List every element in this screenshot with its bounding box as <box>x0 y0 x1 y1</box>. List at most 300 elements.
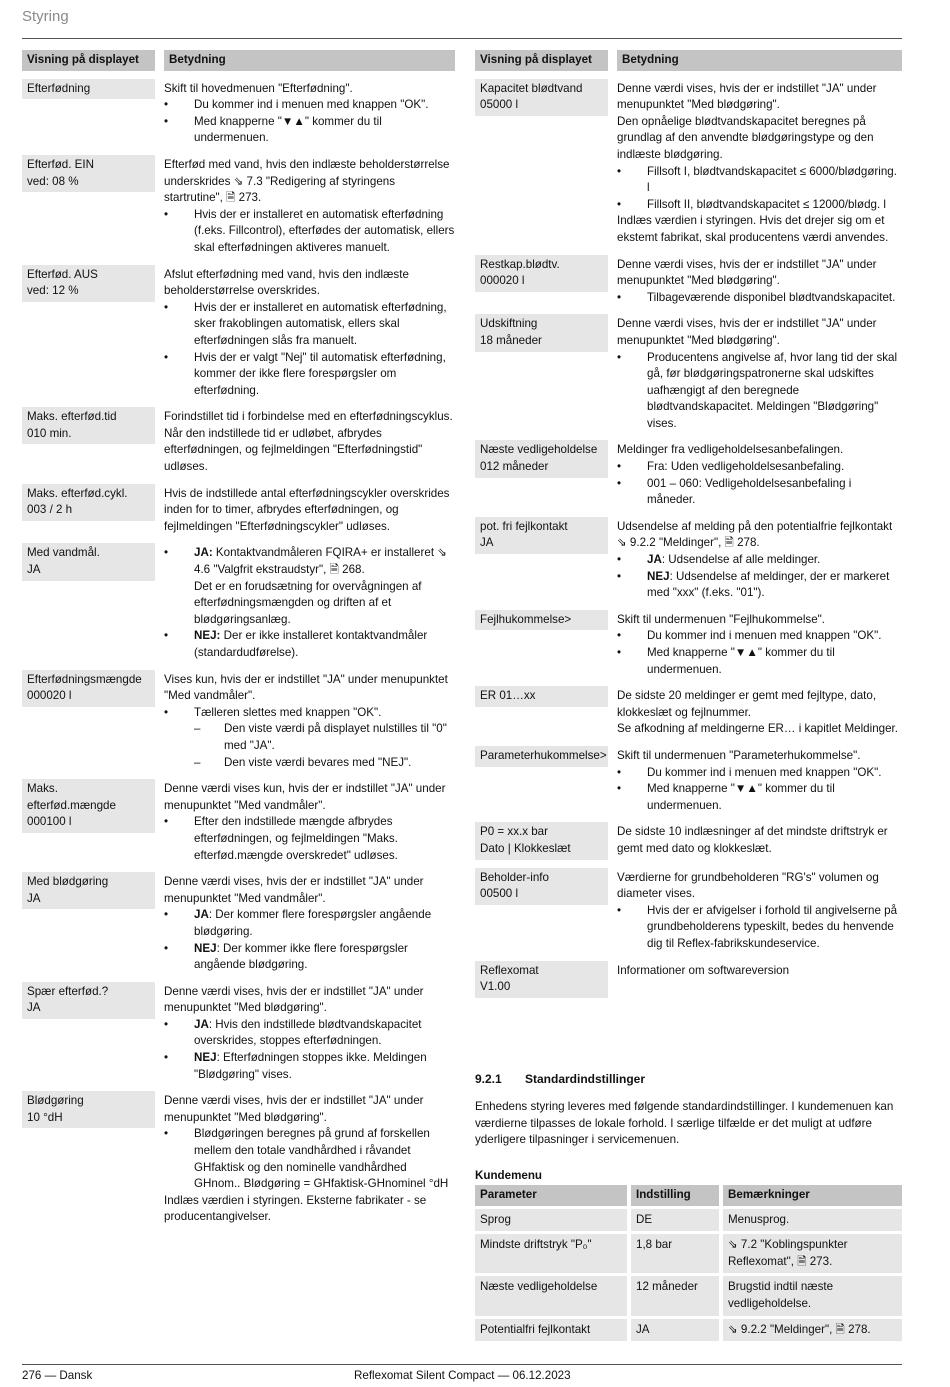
kundemenu-title: Kundemenu <box>475 1169 542 1182</box>
item-text: Fillsoft II, blødtvandskapacitet ≤ 12000/blødg. l <box>647 197 887 211</box>
bullet-item <box>617 290 902 307</box>
bullet-item <box>617 459 902 476</box>
meaning-text <box>617 440 902 508</box>
left-column <box>22 50 455 1234</box>
bullet-item <box>164 941 455 974</box>
bullet-marker: • <box>164 1127 169 1141</box>
bullet-marker: • <box>164 207 169 221</box>
bullet-marker: • <box>164 350 169 364</box>
table-row <box>475 610 902 686</box>
header-divider <box>22 38 902 39</box>
bullet-item <box>164 814 455 864</box>
item-text: : Efterfødningen stoppes ikke. Meldingen "Blødgøring" vises. <box>194 1051 427 1081</box>
bullet-item <box>164 97 455 114</box>
bold-term: NEJ <box>194 941 217 955</box>
display-line: JA <box>27 891 41 905</box>
meaning-text <box>164 670 455 772</box>
kundemenu-table <box>475 1185 902 1344</box>
meaning-cell <box>617 961 902 1006</box>
display-value <box>475 686 608 707</box>
table-row <box>22 265 455 408</box>
bold-term: JA <box>647 553 662 567</box>
bullet-marker: • <box>617 476 622 490</box>
paragraph: Forindstillet tid i forbindelse med en efterfødningscyklus. Når den indstillede tid er udløbet, afbrydes efterfødningen, og fejlmeldingen "Efterfødningstid" udløses. <box>164 410 453 474</box>
display-value <box>22 982 155 1019</box>
bullet-marker: • <box>164 1051 169 1065</box>
display-value <box>22 79 155 100</box>
meaning-text <box>617 868 902 953</box>
display-line: JA <box>27 563 41 577</box>
table-row <box>22 1091 455 1234</box>
bullet-marker: • <box>164 941 169 955</box>
meaning-cell <box>164 982 455 1092</box>
display-line: ved: 08 % <box>27 174 79 188</box>
table-row <box>475 255 902 315</box>
meaning-cell <box>617 822 902 867</box>
meaning-cell <box>164 407 455 483</box>
display-line: pot. fri fejlkontakt <box>480 519 568 533</box>
meaning-cell <box>617 746 902 822</box>
bullet-item <box>164 207 455 257</box>
display-cell <box>22 543 164 669</box>
display-value <box>475 961 608 998</box>
display-cell <box>22 265 164 408</box>
bullet-marker: • <box>617 164 622 178</box>
meaning-cell <box>617 314 902 440</box>
display-line: Blødgøring <box>27 1094 84 1108</box>
display-line: 000100 l <box>27 815 72 829</box>
bold-term: JA <box>194 908 209 922</box>
display-cell <box>475 822 617 867</box>
paragraph: Udsendelse af melding på den potentialfrie fejlkontakt ⇘ 9.2.2 "Meldinger", 🗎 278. <box>617 519 893 550</box>
dash-marker: – <box>194 722 201 736</box>
kunde-header-bemaerkninger: Bemærkninger <box>723 1185 902 1209</box>
table-row <box>475 868 902 961</box>
display-line: Efterfød. AUS <box>27 267 98 281</box>
bullet-item <box>617 164 902 197</box>
item-text: Fra: Uden vedligeholdelsesanbefaling. <box>647 460 845 474</box>
meaning-text <box>164 155 455 257</box>
bullet-item <box>617 476 902 509</box>
display-cell <box>22 155 164 265</box>
bullet-marker: • <box>617 197 622 211</box>
item-text: : Der kommer ikke flere forespørgsler angående blødgøring. <box>194 941 408 972</box>
meaning-text <box>164 543 455 661</box>
column-header-display: Visning på displayet <box>22 50 164 79</box>
table-row <box>475 822 902 867</box>
display-value <box>22 155 155 192</box>
meaning-cell <box>164 543 455 669</box>
bullet-marker: • <box>617 553 622 567</box>
display-line: P0 = xx.x bar <box>480 825 548 839</box>
paragraph: Indlæs værdien i styringen. Hvis det drejer sig om et ekstemt fabrikat, skal producentens værdi anvendes. <box>617 214 889 244</box>
meaning-cell <box>617 440 902 516</box>
display-line: Spær efterfød.? <box>27 984 109 998</box>
paragraph: Denne værdi vises, hvis der er indstillet "JA" under menupunktet "Med blødgøring". <box>164 1094 424 1124</box>
table-row <box>475 440 902 516</box>
column-header-meaning: Betydning <box>164 50 455 79</box>
bullet-item <box>164 114 455 147</box>
kunde-header-parameter: Parameter <box>475 1185 631 1209</box>
meaning-text <box>617 746 902 814</box>
bullet-item <box>164 350 455 400</box>
display-line: JA <box>480 536 494 550</box>
item-text: Hvis der er afvigelser i forhold til angivelserne på grundbeholderens typeskilt, bedes du henvende dig til Reflex-fabrikskundeservice. <box>647 903 898 950</box>
meaning-cell <box>164 155 455 265</box>
kunde-cell: Sprog <box>475 1209 631 1235</box>
meaning-cell <box>617 686 902 746</box>
display-line: ER 01…xx <box>480 689 536 703</box>
display-value <box>475 517 608 554</box>
meaning-text <box>164 982 455 1084</box>
paragraph: Skift til undermenuen "Fejlhukommelse". <box>617 612 825 626</box>
display-line: 00500 l <box>480 887 519 901</box>
bullet-marker: • <box>164 908 169 922</box>
bold-term: NEJ: <box>194 629 221 643</box>
section-number: 9.2.1 <box>475 1072 502 1086</box>
kunde-row <box>475 1234 902 1276</box>
bullet-marker: • <box>164 1017 169 1031</box>
display-line: Maks. efterfød.mængde <box>27 782 116 812</box>
display-line: Maks. efterfød.tid <box>27 410 117 424</box>
paragraph: Denne værdi vises, hvis der er indstillet "JA" under menupunktet "Med blødgøring". <box>617 257 877 288</box>
item-text: 001 – 060: Vedligeholdelsesanbefaling i måneder. <box>647 476 852 507</box>
display-cell <box>475 961 617 1006</box>
table-row <box>22 982 455 1092</box>
meaning-text <box>617 79 902 247</box>
display-value <box>22 484 155 521</box>
item-text: Producentens angivelse af, hvor lang tid der skal gå, før blødgøringspatronerne skal udskiftes uafhængigt af den beregnede blødtvandskapacitet. Meldingen "Blødgøring" vises. <box>647 350 898 430</box>
meaning-text <box>617 314 902 432</box>
bullet-item <box>164 300 455 350</box>
item-text: Fillsoft I, blødtvandskapacitet ≤ 6000/blødgøring. l <box>647 164 897 195</box>
column-header-meaning: Betydning <box>617 50 902 79</box>
document-title: Reflexomat Silent Compact — 06.12.2023 <box>354 1369 571 1382</box>
display-line: 000020 l <box>480 274 525 288</box>
paragraph: Denne værdi vises, hvis der er indstillet "JA" under menupunktet "Med blødgøring". <box>617 81 877 112</box>
display-line: 05000 l <box>480 98 519 112</box>
display-cell <box>22 779 164 872</box>
display-line: Restkap.blødtv. <box>480 257 560 271</box>
display-value <box>475 822 608 859</box>
dash-marker: – <box>194 755 201 769</box>
display-line: Efterfødningsmængde <box>27 672 142 686</box>
bullet-item <box>617 765 902 782</box>
display-value <box>475 255 608 292</box>
display-cell <box>475 686 617 746</box>
kunde-row <box>475 1319 902 1345</box>
meaning-cell <box>617 79 902 255</box>
display-line: ved: 12 % <box>27 284 79 298</box>
bullet-item <box>164 1050 455 1083</box>
kunde-cell: Menusprog. <box>723 1209 902 1235</box>
bullet-marker: • <box>617 569 622 583</box>
display-line: Næste vedligeholdelse <box>480 443 598 457</box>
bullet-item <box>164 1126 455 1192</box>
display-line: Udskiftning <box>480 317 538 331</box>
bullet-item <box>617 350 902 433</box>
meaning-text <box>164 79 455 147</box>
display-value <box>22 872 155 909</box>
footer-divider <box>22 1364 902 1365</box>
meaning-cell <box>617 610 902 686</box>
meaning-text <box>164 1091 455 1226</box>
bullet-marker: • <box>617 350 622 364</box>
paragraph: Denne værdi vises, hvis der er indstillet "JA" under menupunktet "Med vandmåler". <box>164 875 424 905</box>
kunde-header-indstilling: Indstilling <box>631 1185 723 1209</box>
kunde-row <box>475 1209 902 1235</box>
meaning-cell <box>164 1091 455 1234</box>
table-row <box>475 517 902 610</box>
meaning-text <box>617 961 902 980</box>
display-cell <box>475 868 617 961</box>
item-text: Kontaktvandmåleren FQIRA+ er installeret ⇘ 4.6 "Valgfrit ekstraudstyr", 🗎 268. <box>194 546 447 577</box>
bullet-item <box>164 545 455 578</box>
kunde-cell: ⇘ 9.2.2 "Meldinger", 🗎 278. <box>723 1319 902 1345</box>
item-text: Med knapperne "▼▲" kommer du til undermenuen. <box>194 114 382 145</box>
bullet-marker: • <box>164 815 169 829</box>
meaning-text <box>164 779 455 864</box>
bullet-item <box>617 628 902 645</box>
kunde-cell: ⇘ 7.2 "Koblingspunkter Reflexomat", 🗎 273. <box>723 1234 902 1276</box>
paragraph: De sidste 10 indlæsninger af det mindste driftstryk er gemt med dato og klokkeslæt. <box>617 825 888 855</box>
display-cell <box>475 314 617 440</box>
paragraph: Afslut efterfødning med vand, hvis den indlæste beholderstørrelse overskrides. <box>164 267 409 298</box>
table-row <box>22 779 455 872</box>
meaning-cell <box>617 255 902 315</box>
display-line: Parameterhukommelse> <box>480 748 607 762</box>
kunde-cell: 1,8 bar <box>631 1234 723 1276</box>
display-line: V1.00 <box>480 980 511 994</box>
item-text: Hvis der er installeret en automatisk efterfødning, sker frakoblingen automatisk, ellers skal efterfødningen slås fra manuelt. <box>194 300 447 347</box>
meaning-cell <box>617 868 902 961</box>
display-cell <box>475 517 617 610</box>
meaning-text <box>617 822 902 857</box>
table-row <box>22 79 455 155</box>
dash-item <box>164 755 455 772</box>
display-cell <box>22 872 164 982</box>
paragraph: Den opnåelige blødtvandskapacitet beregnes på grundlag af den anvendte blødgøringstype og den indlæste blødgøring. <box>617 114 874 161</box>
right-column <box>475 50 902 1006</box>
bullet-marker: • <box>164 114 169 128</box>
bullet-marker: • <box>617 460 622 474</box>
display-cell <box>22 407 164 483</box>
display-cell <box>475 440 617 516</box>
display-line: 012 måneder <box>480 460 549 474</box>
item-text: Blødgøringen beregnes på grund af forskellen mellem den totale vandhårdhed i råvandet GHfaktisk og den nominelle vandhårdhed GHnom.. Blødgøring = GHfaktisk-GHnominel °dH <box>194 1127 449 1191</box>
meaning-cell <box>164 484 455 544</box>
paragraph: Meldinger fra vedligeholdelsesanbefalingen. <box>617 443 844 457</box>
display-cell <box>22 484 164 544</box>
paragraph: Se afkodning af meldingerne ER… i kapitlet Meldinger. <box>617 722 898 736</box>
page-number: 276 — Dansk <box>22 1369 93 1382</box>
item-text: : Hvis den indstillede blødtvandskapacitet overskrides, stoppes efterfødningen. <box>194 1017 422 1048</box>
bullet-marker: • <box>617 646 622 659</box>
kunde-cell: Potentialfri fejlkontakt <box>475 1319 631 1345</box>
paragraph: Indlæs værdien i styringen. Eksterne fabrikater - se producentangivelser. <box>164 1193 427 1224</box>
table-row <box>475 79 902 255</box>
bullet-item <box>164 1017 455 1050</box>
bullet-item <box>164 628 455 661</box>
column-header-display: Visning på displayet <box>475 50 617 79</box>
meaning-cell <box>164 872 455 982</box>
paragraph: Vises kun, hvis der er indstillet "JA" under menupunktet "Med vandmåler". <box>164 672 448 703</box>
display-line: Med blødgøring <box>27 875 109 889</box>
display-line: 010 min. <box>27 426 72 440</box>
meaning-text <box>164 265 455 400</box>
bullet-marker: • <box>164 98 169 112</box>
meaning-text <box>164 872 455 974</box>
bullet-marker: • <box>617 782 622 796</box>
display-cell <box>22 670 164 780</box>
display-value <box>22 1091 155 1128</box>
bullet-marker: • <box>617 290 622 304</box>
display-value <box>475 440 608 477</box>
display-value <box>22 265 155 302</box>
meaning-cell <box>164 779 455 872</box>
section-heading-standardindstillinger <box>475 1071 645 1088</box>
bullet-marker: • <box>164 629 169 643</box>
section-title: Standardindstillinger <box>525 1072 646 1086</box>
display-value <box>22 779 155 833</box>
meaning-text <box>164 407 455 475</box>
kunde-cell: 12 måneder <box>631 1276 723 1318</box>
meaning-text <box>617 517 902 602</box>
display-cell <box>22 982 164 1092</box>
table-row <box>475 314 902 440</box>
table-row <box>475 686 902 746</box>
item-text: Du kommer ind i menuen med knappen "OK". <box>647 629 882 643</box>
display-line: Beholder-info <box>480 870 549 884</box>
display-value <box>475 868 608 905</box>
item-text: Der er ikke installeret kontaktvandmåler (standardudførelse). <box>194 629 428 659</box>
table-row <box>22 484 455 544</box>
item-text: : Der kommer flere forespørgsler angående blødgøring. <box>194 908 432 938</box>
item-text: Den viste værdi bevares med "NEJ". <box>224 755 412 769</box>
meaning-cell <box>164 79 455 155</box>
table-row <box>22 543 455 669</box>
display-value <box>475 746 608 767</box>
display-meaning-table-left <box>22 50 455 1234</box>
bullet-marker: • <box>164 546 169 560</box>
display-cell <box>22 79 164 155</box>
paragraph: Informationer om softwareversion <box>617 963 790 977</box>
display-value <box>475 79 608 116</box>
display-cell <box>475 610 617 686</box>
display-line: Efterfød. EIN <box>27 157 95 171</box>
display-line: Kapacitet blødtvand <box>480 81 583 95</box>
table-row <box>22 155 455 265</box>
display-line: Efterfødning <box>27 81 91 95</box>
bold-term: NEJ <box>647 569 670 583</box>
item-text: Med knapperne "▼▲" kommer du til undermenuen. <box>647 646 835 676</box>
table-row <box>22 407 455 483</box>
display-value <box>475 610 608 631</box>
paragraph: Efterfød med vand, hvis den indlæste beholderstørrelse underskrides ⇘ 7.3 "Redigering af styringens startrutine", 🗎 273. <box>164 157 450 205</box>
meaning-text <box>617 686 902 738</box>
bullet-marker: • <box>617 903 622 917</box>
display-line: Fejlhukommelse> <box>480 612 572 626</box>
display-cell <box>22 1091 164 1234</box>
paragraph: De sidste 20 meldinger er gemt med fejltype, dato, klokkeslæt og fejlnummer. <box>617 689 877 719</box>
paragraph: Denne værdi vises, hvis der er indstillet "JA" under menupunktet "Med blødgøring". <box>164 984 424 1015</box>
display-value <box>22 543 155 580</box>
item-text: Du kommer ind i menuen med knappen "OK". <box>194 98 429 112</box>
display-line: 000020 l <box>27 689 72 703</box>
meaning-cell <box>164 265 455 408</box>
item-text: : Udsendelse af alle meldinger. <box>661 553 821 567</box>
bold-term: JA: <box>194 546 213 560</box>
paragraph: Skift til undermenuen "Parameterhukommelse". <box>617 748 861 762</box>
meaning-text <box>617 255 902 307</box>
kunde-cell: Næste vedligeholdelse <box>475 1276 631 1318</box>
item-text: Efter den indstillede mængde afbrydes efterfødningen, og fejlmeldingen "Maks. efterfød.mængde overskredet" udløses. <box>194 815 398 862</box>
display-cell <box>475 255 617 315</box>
section-header: Styring <box>22 8 69 25</box>
display-cell <box>475 79 617 255</box>
meaning-cell <box>617 517 902 610</box>
bold-term: NEJ <box>194 1051 217 1065</box>
display-meaning-table-right <box>475 50 902 1006</box>
bullet-item <box>617 903 902 953</box>
kunde-cell: DE <box>631 1209 723 1235</box>
paragraph: Denne værdi vises, hvis der er indstillet "JA" under menupunktet "Med blødgøring". <box>617 317 877 347</box>
display-line: 18 måneder <box>480 333 542 347</box>
item-text: Hvis der er valgt "Nej" til automatisk efterfødning, kommer der ikke flere forespørgsler om efterfødning. <box>194 350 446 397</box>
bullet-item <box>617 645 902 678</box>
kunde-cell: Brugstid indtil næste vedligeholdelse. <box>723 1276 902 1318</box>
paragraph: Skift til hovedmenuen "Efterfødning". <box>164 81 353 95</box>
display-line: 003 / 2 h <box>27 503 73 517</box>
kunde-row <box>475 1276 902 1318</box>
item-text: Tilbageværende disponibel blødtvandskapacitet. <box>647 290 896 304</box>
bullet-marker: • <box>617 765 622 779</box>
bullet-item <box>617 197 902 214</box>
table-row <box>475 961 902 1006</box>
meaning-cell <box>164 670 455 780</box>
display-value <box>475 314 608 351</box>
bullet-marker: • <box>164 300 169 314</box>
bullet-item <box>164 907 455 940</box>
item-text: Det er en forudsætning for overvågningen af efterfødningsmængden og driften af et blødgøringsanlæg. <box>194 579 422 626</box>
display-line: Med vandmål. <box>27 546 100 560</box>
display-line: Dato | Klokkeslæt <box>480 841 571 855</box>
item-text: Med knapperne "▼▲" kommer du til undermenuen. <box>647 782 835 812</box>
table-row <box>475 746 902 822</box>
item-text: Hvis der er installeret en automatisk efterfødning (f.eks. Fillcontrol), efterfødes der automatisk, ellers skal efterfødningen aktiveres manuelt. <box>194 207 455 254</box>
paragraph: Værdierne for grundbeholderen "RG's" volumen og diameter vises. <box>617 870 879 901</box>
kunde-cell: Mindste driftstryk "P₀" <box>475 1234 631 1276</box>
display-value <box>22 670 155 707</box>
display-line: Maks. efterfød.cykl. <box>27 486 128 500</box>
bullet-item <box>617 781 902 814</box>
display-value <box>22 407 155 444</box>
bullet-item <box>164 705 455 722</box>
table-row <box>22 872 455 982</box>
bullet-marker: • <box>617 629 622 643</box>
meaning-text <box>617 610 902 678</box>
item-text: Du kommer ind i menuen med knappen "OK". <box>647 765 882 779</box>
display-line: Reflexomat <box>480 963 539 977</box>
bold-term: JA <box>194 1017 209 1031</box>
bullet-item <box>164 579 455 629</box>
item-text: Tælleren slettes med knappen "OK". <box>194 705 382 719</box>
bullet-marker: • <box>164 705 169 719</box>
display-cell <box>475 746 617 822</box>
meaning-text <box>164 484 455 536</box>
paragraph: Hvis de indstillede antal efterfødningscykler overskrides inden for to timer, afbrydes efterfødningen, og fejlmeldingen "Efterfødningscykler" udløses. <box>164 486 450 533</box>
paragraph: Denne værdi vises kun, hvis der er indstillet "JA" under menupunktet "Med vandmåler". <box>164 782 446 812</box>
